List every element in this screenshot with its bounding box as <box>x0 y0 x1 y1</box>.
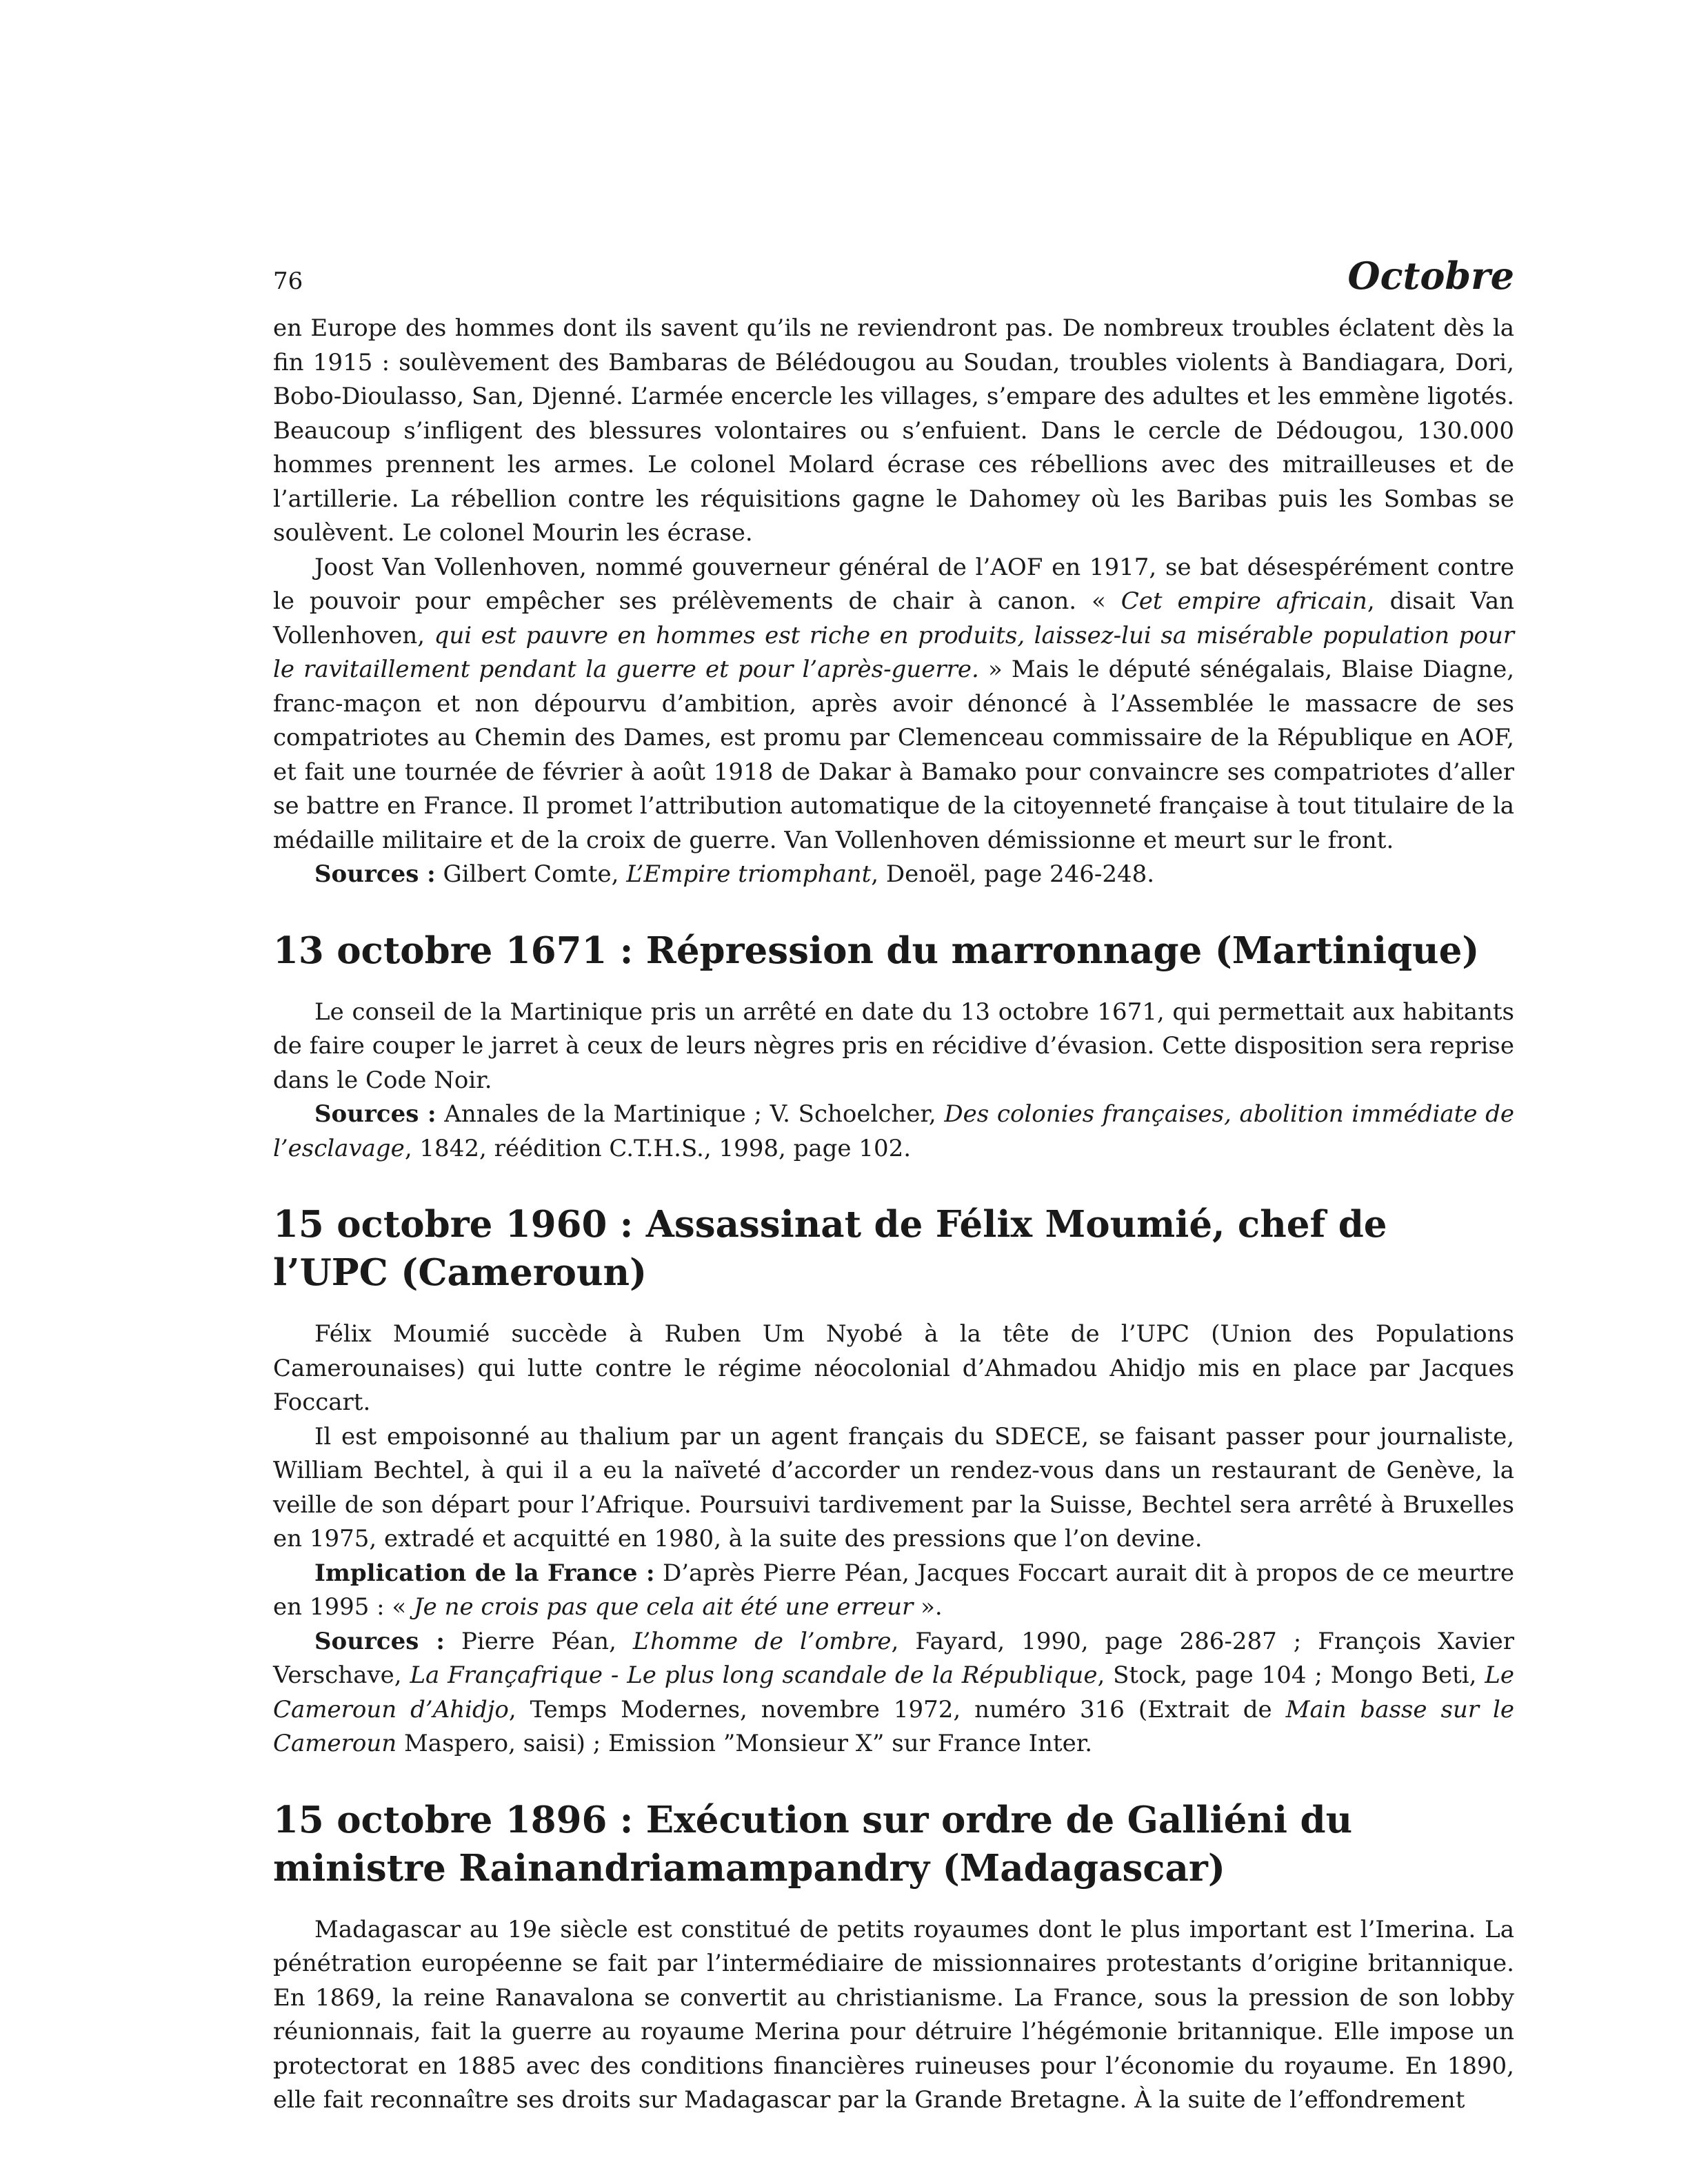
intro-paragraph-2: Joost Van Vollenhoven, nommé gouverneur général de l’AOF en 1917, se bat désespérément contre le pouvoir pour empêcher ses prélèvements de chair à canon. « Cet empire africain, disait Van Vollenhoven, qui est pauvre en hommes est riche en produits, laissez-lui sa misérable population pour le ravitaillement pendant la guerre et pour l’après-guerre. » Mais le député sénégalais, Blaise Diagne, franc-maçon et non dépourvu d’ambition, après avoir dénoncé à l’Assemblée le massacre de ses compatriotes au Chemin des Dames, est promu par Clemenceau commissaire de la République en AOF, et fait une tournée de février à août 1918 de Dakar à Bamako pour convaincre ses compatriotes d’aller se battre en France. Il promet l’attribution automatique de la citoyenneté française à tout titulaire de la médaille militaire et de la croix de guerre. Van Vollenhoven démissionne et meurt sur le front. <box>273 553 1515 854</box>
quote-italic: Je ne crois pas que cela ait été une erreur <box>414 1593 914 1621</box>
section-1671-paragraph: Le conseil de la Martinique pris un arrêté en date du 13 octobre 1671, qui permettait aux habitants de faire couper le jarret à ceux de leurs nègres pris en récidive d’évasion. Cette disposition sera reprise dans le Code Noir. <box>273 998 1514 1094</box>
sources-label: Sources : <box>314 1100 436 1128</box>
page-body <box>273 248 1514 2118</box>
section-1671-sources: Sources : Annales de la Martinique ; V. Schoelcher, Des colonies françaises, abolition immédiate de l’esclavage, 1842, réédition C.T.H.S., 1998, page 102. <box>273 1100 1514 1162</box>
book-title: L’homme de l’ombre <box>632 1627 892 1655</box>
section-heading-1896: 15 octobre 1896 : Exécution sur ordre de Galliéni du ministre Rainandriamampandry (Madagascar) <box>273 1798 1353 1890</box>
book-title: Des colonies françaises, abolition immédiate de l’esclavage <box>273 1100 1514 1162</box>
page-number: 76 <box>273 267 303 295</box>
section-1960-sources: Sources : Pierre Péan, L’homme de l’ombre, Fayard, 1990, page 286-287 ; François Xavier Verschave, La Françafrique - Le plus long scandale de la République, Stock, page 104 ; Mongo Beti, Le Cameroun d’Ahidjo, Temps Modernes, novembre 1972, numéro 316 (Extrait de Main basse sur le Cameroun Maspero, saisi) ; Emission ”Monsieur X” sur France Inter. <box>273 1627 1515 1757</box>
section-1896-paragraph: Madagascar au 19e siècle est constitué de petits royaumes dont le plus important est l’Imerina. La pénétration européenne se fait par l’intermédiaire de missionnaires protestants d’origine britannique. En 1869, la reine Ranavalona se convertit au christianisme. La France, sous la pression de son lobby réunionnais, fait la guerre au royaume Merina pour détruire l’hégémonie britannique. Elle impose un protectorat en 1885 avec des conditions financières ruineuses pour l’économie du royaume. En 1890, elle fait reconnaître ses droits sur Madagascar par la Grande Bretagne. À la suite de l’effondrement <box>273 1915 1514 2114</box>
section-1960-paragraph-1: Félix Moumié succède à Ruben Um Nyobé à la tête de l’UPC (Union des Populations Camerounaises) qui lutte contre le régime néocolonial d’Ahmadou Ahidjo mis en place par Jacques Foccart. <box>273 1320 1514 1416</box>
section-heading-1671: 13 octobre 1671 : Répression du marronnage (Martinique) <box>273 929 1480 972</box>
section-1960-implication: Implication de la France : D’après Pierre Péan, Jacques Foccart aurait dit à propos de ce meurtre en 1995 : « Je ne crois pas que cela ait été une erreur ». <box>273 1559 1514 1621</box>
quote-italic: qui est pauvre en hommes est riche en produits, laissez-lui sa misérable population pour le ravitaillement pendant la guerre et pour l’après-guerre. <box>273 621 1514 683</box>
section-heading-1960: 15 octobre 1960 : Assassinat de Félix Moumié, chef de l’UPC (Cameroun) <box>273 1203 1387 1294</box>
quote-italic: Cet empire africain <box>1121 587 1367 615</box>
running-title: Octobre <box>1347 254 1514 298</box>
implication-label: Implication de la France : <box>314 1559 655 1587</box>
intro-paragraph-1: en Europe des hommes dont ils savent qu’ils ne reviendront pas. De nombreux troubles éclatent dès la fin 1915 : soulèvement des Bambaras de Bélédougou au Soudan, troubles violents à Bandiagara, Dori, Bobo-Dioulasso, San, Djenné. L’armée encercle les villages, s’empare des adultes et les emmène ligotés. Beaucoup s’infligent des blessures volontaires ou s’enfuient. Dans le cercle de Dédougou, 130.000 hommes prennent les armes. Le colonel Molard écrase ces rébellions avec des mitrailleuses et de l’artillerie. La rébellion contre les réquisitions gagne le Dahomey où les Baribas puis les Sombas se soulèvent. Le colonel Mourin les écrase. <box>273 314 1514 547</box>
intro-sources: Sources : Gilbert Comte, L’Empire triomphant, Denoël, page 246-248. <box>314 860 1155 888</box>
sources-label: Sources : <box>314 860 436 888</box>
book-title: Le Cameroun d’Ahidjo <box>273 1661 1514 1723</box>
section-1960-paragraph-2: Il est empoisonné au thalium par un agent français du SDECE, se faisant passer pour journaliste, William Bechtel, à qui il a eu la naïveté d’accorder un rendez-vous dans un restaurant de Genève, la veille de son départ pour l’Afrique. Poursuivi tardivement par la Suisse, Bechtel sera arrêté à Bruxelles en 1975, extradé et acquitté en 1980, à la suite des pressions que l’on devine. <box>273 1422 1514 1553</box>
book-title: La Françafrique - Le plus long scandale de la République <box>410 1661 1098 1689</box>
book-title: Main basse sur le Cameroun <box>273 1695 1515 1757</box>
sources-label: Sources : <box>314 1627 445 1655</box>
running-header <box>273 248 1514 296</box>
book-title: L’Empire triomphant <box>626 860 872 888</box>
